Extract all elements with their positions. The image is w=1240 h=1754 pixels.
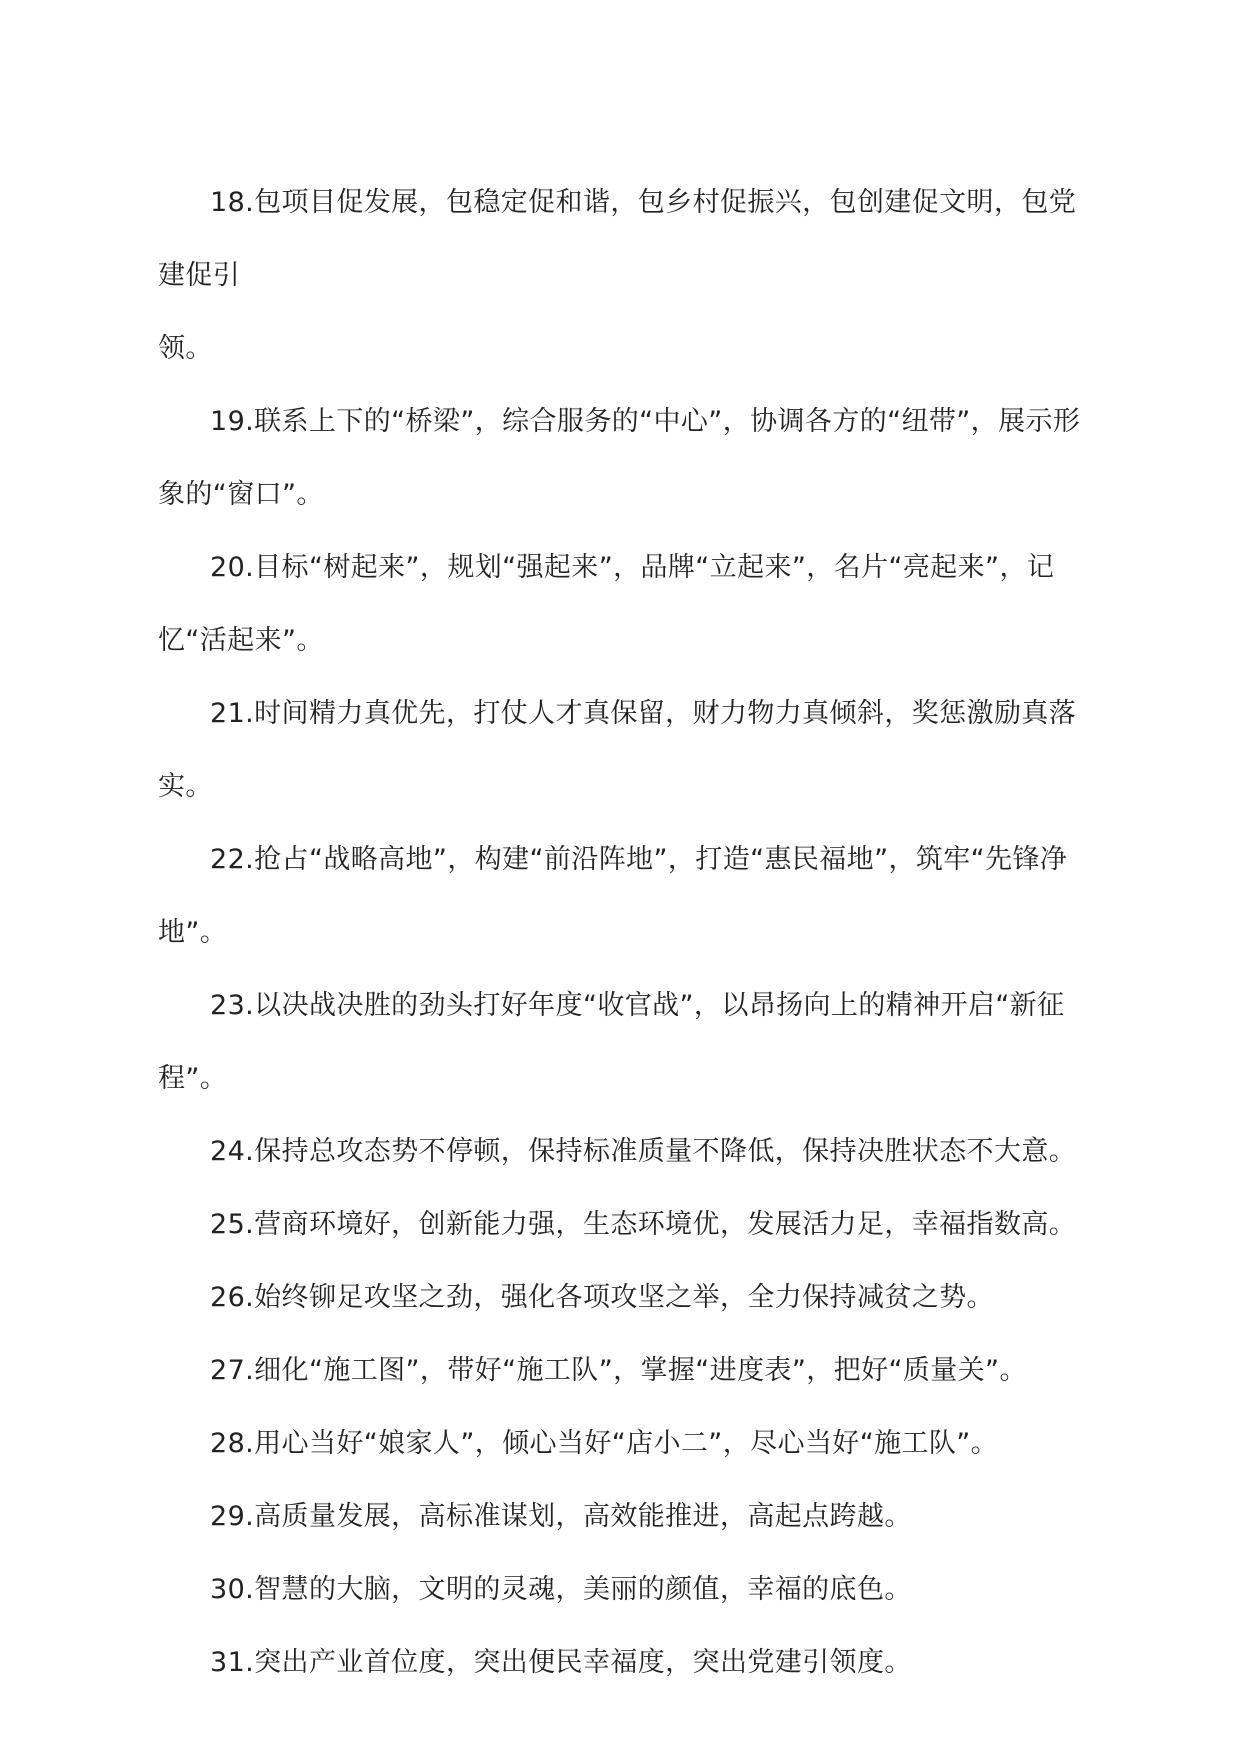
paragraph-19: [158, 385, 1092, 531]
line: 象的“窗口”。: [158, 479, 324, 510]
line: 27.细化“施工图”，带好“施工队”，掌握“进度表”，把好“质量关”。: [210, 1355, 1027, 1386]
paragraph-21: [158, 677, 1092, 823]
line: 19.联系上下的“桥梁”，综合服务的“中心”，协调各方的“纽带”，展示形: [210, 406, 1081, 437]
line: 29.高质量发展，高标准谋划，高效能推进，高起点跨越。: [210, 1501, 912, 1532]
line: 24.保持总攻态势不停顿，保持标准质量不降低，保持决胜状态不大意。: [210, 1136, 1077, 1167]
paragraph-31: [158, 1626, 1092, 1699]
line: 28.用心当好“娘家人”，倾心当好“店小二”，尽心当好“施工队”。: [210, 1428, 999, 1459]
line: 忆“活起来”。: [158, 625, 324, 656]
paragraph-20: [158, 531, 1092, 677]
line: 20.目标“树起来”，规划“强起来”，品牌“立起来”，名片“亮起来”，记: [210, 552, 1055, 583]
paragraph-24: [158, 1115, 1092, 1188]
paragraph-25: [158, 1188, 1092, 1261]
paragraph-28: [158, 1407, 1092, 1480]
paragraph-22: [158, 823, 1092, 969]
document-body: [158, 166, 1092, 1699]
paragraph-18: [158, 166, 1092, 385]
paragraph-23: [158, 969, 1092, 1115]
line: 21.时间精力真优先，打仗人才真保留，财力物力真倾斜，奖惩激励真落实。: [158, 698, 1077, 802]
line: 26.始终铆足攻坚之劲，强化各项攻坚之举，全力保持减贫之势。: [210, 1282, 994, 1313]
line: 22.抢占“战略高地”，构建“前沿阵地”，打造“惠民福地”，筑牢“先锋净: [210, 844, 1068, 875]
line: 18.包项目促发展，包稳定促和谐，包乡村促振兴，包创建促文明，包党建促引: [158, 187, 1077, 291]
line: 25.营商环境好，创新能力强，生态环境优，发展活力足，幸福指数高。: [210, 1209, 1077, 1240]
line: 31.突出产业首位度，突出便民幸福度，突出党建引领度。: [210, 1647, 912, 1678]
paragraph-26: [158, 1261, 1092, 1334]
paragraph-29: [158, 1480, 1092, 1553]
line: 30.智慧的大脑，文明的灵魂，美丽的颜值，幸福的底色。: [210, 1574, 912, 1605]
line: 领。: [158, 333, 213, 364]
paragraph-30: [158, 1553, 1092, 1626]
paragraph-27: [158, 1334, 1092, 1407]
line: 23.以决战决胜的劲头打好年度“收官战”，以昂扬向上的精神开启“新征程”。: [158, 990, 1065, 1094]
line: 地”。: [158, 917, 228, 948]
